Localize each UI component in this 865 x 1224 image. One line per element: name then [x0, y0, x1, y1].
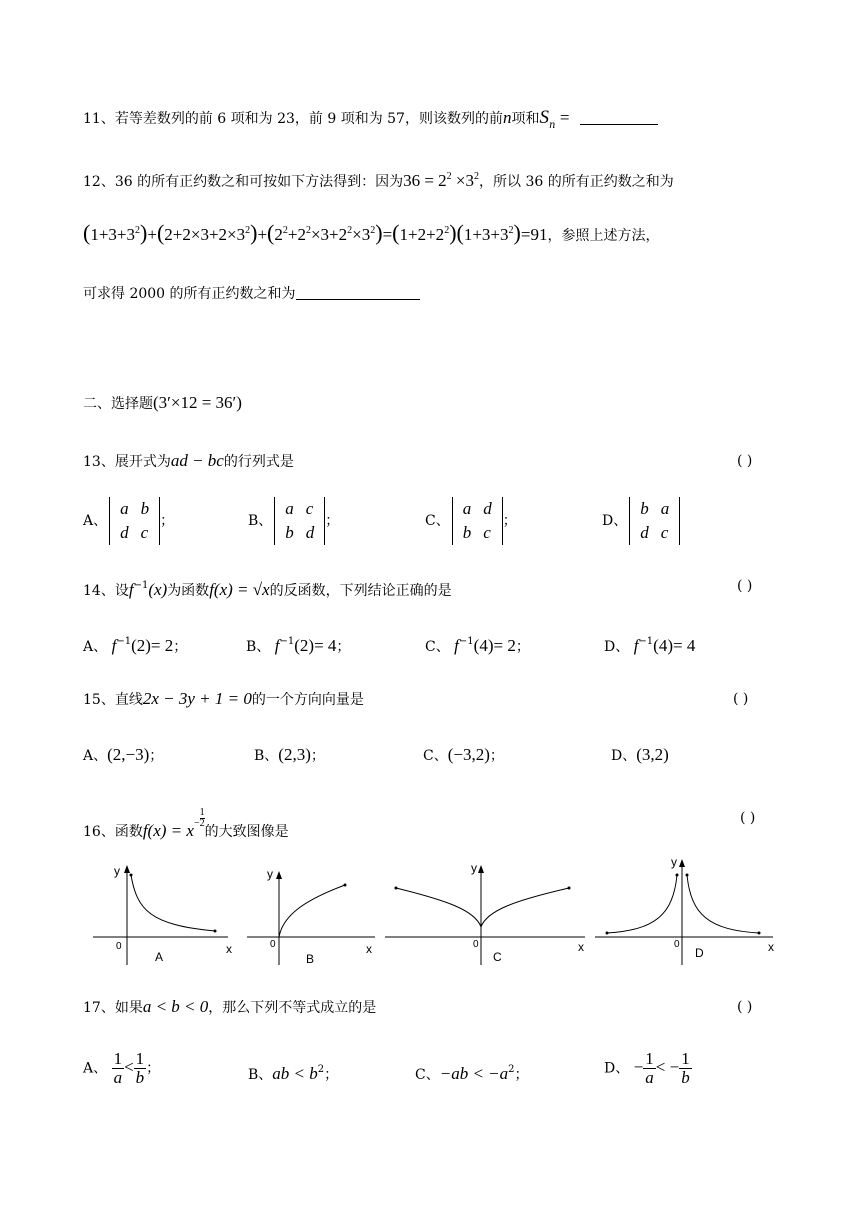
svg-text:0: 0 — [270, 939, 276, 950]
option-17-c[interactable]: C、$-ab < -a^2$； — [415, 1064, 529, 1083]
svg-text:x: x — [578, 940, 584, 954]
fraction: $\frac{1}{b}$ — [135, 1049, 145, 1087]
svg-text:y: y — [471, 861, 477, 875]
question-17: 17、如果a < b < 0，那么下列不等式成立的是 — [83, 997, 377, 1016]
svg-text:x: x — [768, 940, 774, 954]
section-2-title: 二、选择题(3′×12 = 36′) — [83, 393, 242, 412]
determinant: a d b c — [452, 497, 503, 545]
answer-blank-11[interactable] — [580, 110, 658, 125]
option-13-d[interactable]: D、 b a d c — [602, 497, 680, 545]
question-16: 16、函数f(x) = x− $\frac{1}{2}$ 的大致图像是 — [83, 807, 289, 840]
question-14: 14、设$f^{-1}(x)$为函数f(x) = √x的反函数，下列结论正确的是 — [83, 580, 452, 599]
question-13: 13、展开式为ad − bc的行列式是 — [83, 451, 294, 470]
graph-b[interactable] — [247, 867, 375, 966]
svg-text:D: D — [695, 946, 704, 960]
svg-text:0: 0 — [116, 941, 122, 952]
option-13-c[interactable]: C、 a d b c ； — [425, 497, 517, 545]
answer-paren-16[interactable]: ( ) — [740, 810, 756, 826]
determinant: a c b d — [274, 497, 325, 545]
svg-text:y: y — [671, 855, 677, 869]
answer-paren-15[interactable]: ( ) — [733, 691, 749, 707]
divisor-sum-expression: $(1+3+3^2)+(2+2\times 3+2\times 3^2)+(2^2+2^2\times 3+2^2\times 3^2)=(1+2+2^2)(1+3+3^2)=91$ — [83, 220, 548, 245]
question-12-line3: 可求得 2000 的所有正约数之和为 — [83, 284, 420, 304]
svg-text:0: 0 — [473, 939, 479, 950]
graph-a[interactable] — [93, 864, 232, 965]
option-17-b[interactable]: B、ab < $b^2$； — [248, 1064, 339, 1083]
svg-text:0: 0 — [674, 939, 680, 950]
fraction: $\frac{1}{b}$ — [681, 1049, 690, 1087]
answer-paren-17[interactable]: ( ) — [737, 999, 753, 1015]
answer-paren-14[interactable]: ( ) — [737, 578, 753, 594]
svg-text:C: C — [493, 950, 502, 964]
option-14-b[interactable]: B、 $f^{-1}(2)= 4$； — [246, 636, 351, 655]
graph-d[interactable] — [595, 855, 774, 965]
svg-text:x: x — [366, 942, 372, 956]
determinant: b a d c — [629, 497, 680, 545]
question-12-line1: 12、36 的所有正约数之和可按如下方法得到：因为$36 = 2^2 \times 3^2$，所以 36 的所有正约数之和为 — [83, 171, 674, 190]
svg-text:y: y — [267, 867, 273, 881]
option-14-a[interactable]: A、 $f^{-1}(2)= 2$； — [83, 636, 188, 655]
answer-paren-13[interactable]: ( ) — [737, 453, 753, 469]
option-15-b[interactable]: B、(2,3)； — [254, 745, 325, 764]
question-12-line2: $(1+3+3^2)+(2+2\times 3+2\times 3^2)+(2^2+2^2\times 3+2^2\times 3^2)=(1+2+2^2)(1+3+3^2)=91$，参照上述方法， — [83, 220, 660, 245]
graph-c[interactable] — [385, 861, 585, 965]
determinant: a b d c — [109, 497, 160, 545]
option-13-a[interactable]: A、 a b d c ； — [83, 497, 174, 545]
svg-text:B: B — [306, 952, 315, 966]
exponent: − $\frac{1}{2}$ — [193, 807, 205, 829]
option-13-b[interactable]: B、 a c b d ； — [248, 497, 339, 545]
graph-options-16 — [85, 855, 785, 967]
option-15-d[interactable]: D、(3,2) — [611, 745, 669, 764]
option-14-c[interactable]: C、 $f^{-1}(4)= 2$； — [425, 636, 530, 655]
answer-blank-12[interactable] — [296, 285, 420, 300]
question-15: 15、直线2x − 3y + 1 = 0的一个方向向量是 — [83, 689, 364, 708]
option-15-a[interactable]: A、(2,−3)； — [83, 745, 164, 764]
svg-text:x: x — [226, 942, 232, 956]
option-15-c[interactable]: C、(−3,2)； — [423, 745, 504, 764]
svg-text:A: A — [155, 950, 164, 964]
option-17-a[interactable]: A、 $\frac{1}{a}$ < $\frac{1}{b}$ ； — [83, 1049, 161, 1087]
question-11: 11、若等差数列的前 6 项和为 23，前 9 项和为 57，则该数列的前n项和$S_n$ = — [83, 108, 658, 136]
option-14-d[interactable]: D、 $f^{-1}(4)= 4$ — [604, 636, 696, 655]
svg-text:y: y — [114, 864, 120, 878]
fraction: $\frac{1}{a}$ — [113, 1049, 123, 1087]
fraction: $\frac{1}{a}$ — [645, 1049, 654, 1087]
option-17-d[interactable]: D、 − $\frac{1}{a}$ < − $\frac{1}{b}$ — [604, 1049, 690, 1087]
